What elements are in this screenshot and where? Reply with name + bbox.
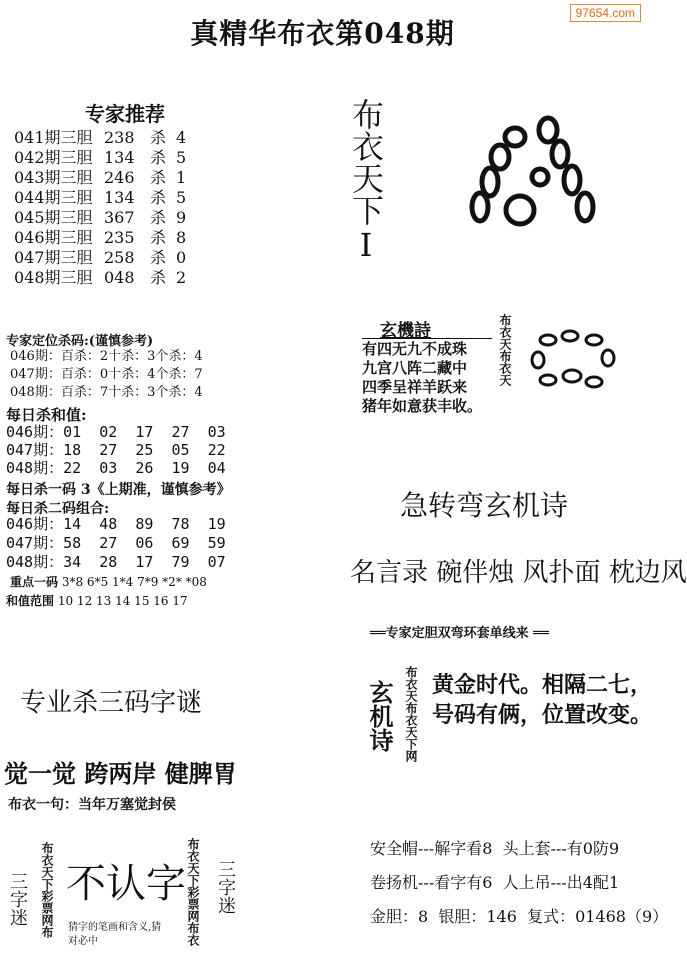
three-char-riddle-left: 三字迷 bbox=[7, 872, 28, 926]
hint-line: 金胆：8 银胆：146 复式：01468（9） bbox=[370, 907, 669, 926]
expert-sha: 杀 bbox=[150, 248, 167, 267]
expert-heading: 专家推荐 bbox=[85, 102, 165, 126]
xuanji-lines bbox=[362, 340, 482, 416]
sum-kill-heading: 每日杀和值: bbox=[6, 406, 87, 424]
sum-range-value: 10 12 13 14 15 16 17 bbox=[57, 594, 188, 608]
riddle-big-text: 不认字 bbox=[66, 861, 186, 907]
expert-row bbox=[14, 228, 186, 248]
expert-sha: 杀 bbox=[150, 128, 167, 147]
two-code-heading: 每日杀二码组合: bbox=[6, 501, 110, 517]
expert-period: 045期三胆 bbox=[14, 208, 93, 227]
sum-range-label: 和值范围 bbox=[6, 594, 55, 608]
page-title: 真精华布衣第048期 bbox=[190, 17, 455, 50]
expert-period: 047期三胆 bbox=[14, 248, 93, 267]
expert-num: 1 bbox=[176, 168, 187, 187]
hint-line: 安全帽---解字看8 头上套---有0防9 bbox=[370, 839, 620, 858]
expert-num: 5 bbox=[176, 188, 187, 207]
two-code-row: 046期：14 48 89 78 19 bbox=[6, 515, 226, 533]
xuanji-poem-line: 号码有俩，位置改变。 bbox=[432, 702, 653, 728]
riddle-note-2: 对必中 bbox=[68, 936, 98, 947]
positioning-list bbox=[10, 348, 203, 402]
expert-row bbox=[14, 168, 186, 188]
kill-three-title: 专业杀三码字谜 bbox=[20, 688, 203, 718]
three-char-riddle-right: 三字迷 bbox=[215, 860, 236, 914]
expert-num: 0 bbox=[176, 248, 187, 267]
expert-dan: 048 bbox=[104, 268, 135, 287]
expert-dan: 258 bbox=[104, 248, 135, 267]
sum-kill-row: 047期：18 27 25 05 22 bbox=[6, 441, 226, 459]
sum-kill-row: 046期：01 02 17 27 03 bbox=[6, 423, 226, 441]
sum-kill-row: 048期：22 03 26 19 04 bbox=[6, 459, 226, 477]
urgent-poem-title: 急转弯玄机诗 bbox=[400, 489, 569, 522]
xuanji-line: 猪年如意获丰收。 bbox=[362, 397, 483, 415]
expert-num: 9 bbox=[176, 208, 187, 227]
expert-num: 8 bbox=[176, 228, 187, 247]
expert-table bbox=[14, 128, 186, 288]
expert-row bbox=[14, 248, 186, 268]
kill-one-code: 每日杀一码 3《上期准，谨慎参考》 bbox=[6, 482, 231, 498]
expert-period: 041期三胆 bbox=[14, 128, 93, 147]
expert-dan: 235 bbox=[104, 228, 135, 247]
expert-period: 044期三胆 bbox=[14, 188, 93, 207]
expert-period: 042期三胆 bbox=[14, 148, 93, 167]
xuanji-line: 有四无九不成珠 bbox=[362, 340, 468, 358]
sum-range-row bbox=[6, 592, 188, 609]
chain-symbol-image bbox=[460, 112, 610, 242]
two-code-row: 048期：34 28 17 79 07 bbox=[6, 553, 226, 571]
positioning-heading: 专家定位杀码:(谨慎参考) bbox=[6, 334, 154, 349]
xuanji-poem-line: 黄金时代。相隔二七， bbox=[432, 672, 653, 698]
expert-row bbox=[14, 268, 186, 288]
riddle-side-col1: 布衣天下彩票网布 bbox=[40, 842, 54, 938]
expert-sha: 杀 bbox=[150, 268, 167, 287]
expert-row bbox=[14, 208, 186, 228]
site-watermark: 97654.com bbox=[570, 4, 641, 22]
expert-num: 5 bbox=[176, 148, 187, 167]
expert-dan: 246 bbox=[104, 168, 135, 187]
expert-dan: 238 bbox=[104, 128, 135, 147]
expert-period: 046期三胆 bbox=[14, 228, 93, 247]
expert-sha: 杀 bbox=[150, 188, 167, 207]
riddle-note-1: 猜字的笔画和含义,猜 bbox=[68, 922, 162, 933]
expert-period: 043期三胆 bbox=[14, 168, 93, 187]
expert-period: 048期三胆 bbox=[14, 268, 93, 287]
riddle-side-col2: 布衣天下彩票网布衣 bbox=[186, 838, 200, 946]
expert-dan: 134 bbox=[104, 188, 135, 207]
positioning-row: 046期：百杀：2十杀：3个杀：4 bbox=[10, 349, 203, 364]
xuanji-side-text: 布衣天布衣天 bbox=[498, 314, 512, 386]
sum-kill-list bbox=[6, 423, 226, 477]
one-sentence: 布衣一句：当年万塞觉封侯 bbox=[8, 797, 176, 813]
xuanji-heading: 玄機詩 bbox=[380, 321, 431, 341]
expert-sha: 杀 bbox=[150, 208, 167, 227]
expert-row bbox=[14, 128, 186, 148]
two-code-row: 047期：58 27 06 69 59 bbox=[6, 534, 226, 552]
expert-row bbox=[14, 148, 186, 168]
bottom-right-hints bbox=[370, 832, 668, 934]
positioning-row: 048期：百杀：7十杀：3个杀：4 bbox=[10, 385, 203, 400]
key-code-row bbox=[10, 573, 207, 590]
ring-symbol-image bbox=[528, 328, 618, 398]
expert-num: 4 bbox=[176, 128, 187, 147]
xuanji-poem-side: 布衣天布衣天下网 bbox=[404, 666, 418, 762]
xuanji-line: 九宫八阵二藏中 bbox=[362, 359, 468, 377]
hint-line: 卷扬机---看字有6 人上吊---出4配1 bbox=[370, 873, 620, 892]
expert-dan: 134 bbox=[104, 148, 135, 167]
expert-dan: 367 bbox=[104, 208, 135, 227]
two-code-list bbox=[6, 515, 226, 572]
expert-sha: 杀 bbox=[150, 228, 167, 247]
expert-num: 2 bbox=[176, 268, 187, 287]
xuanji-line: 四季呈祥羊跃来 bbox=[362, 378, 468, 396]
famous-quote: 名言录 碗伴烛 风扑面 枕边风 bbox=[350, 558, 687, 588]
positioning-row: 047期：百杀：0十杀：4个杀：7 bbox=[10, 367, 203, 382]
xuanji-poem-vertical-title: 玄机诗 bbox=[365, 680, 394, 752]
expert-sha: 杀 bbox=[150, 148, 167, 167]
key-code-label: 重点一码 bbox=[10, 575, 59, 589]
bu-yi-tian-xia-label: 布衣天下I bbox=[347, 98, 385, 264]
riddle-line: 觉一觉 跨两岸 健脾胃 bbox=[4, 759, 237, 788]
expert-row bbox=[14, 188, 186, 208]
expert-dan-line: ══专家定胆双弯环套单线来 ══ bbox=[370, 626, 549, 641]
xuanji-poem-lines bbox=[432, 670, 652, 730]
key-code-value: 3*8 6*5 1*4 7*9 *2* *08 bbox=[61, 575, 207, 589]
expert-sha: 杀 bbox=[150, 168, 167, 187]
xuanji-divider bbox=[362, 338, 492, 339]
